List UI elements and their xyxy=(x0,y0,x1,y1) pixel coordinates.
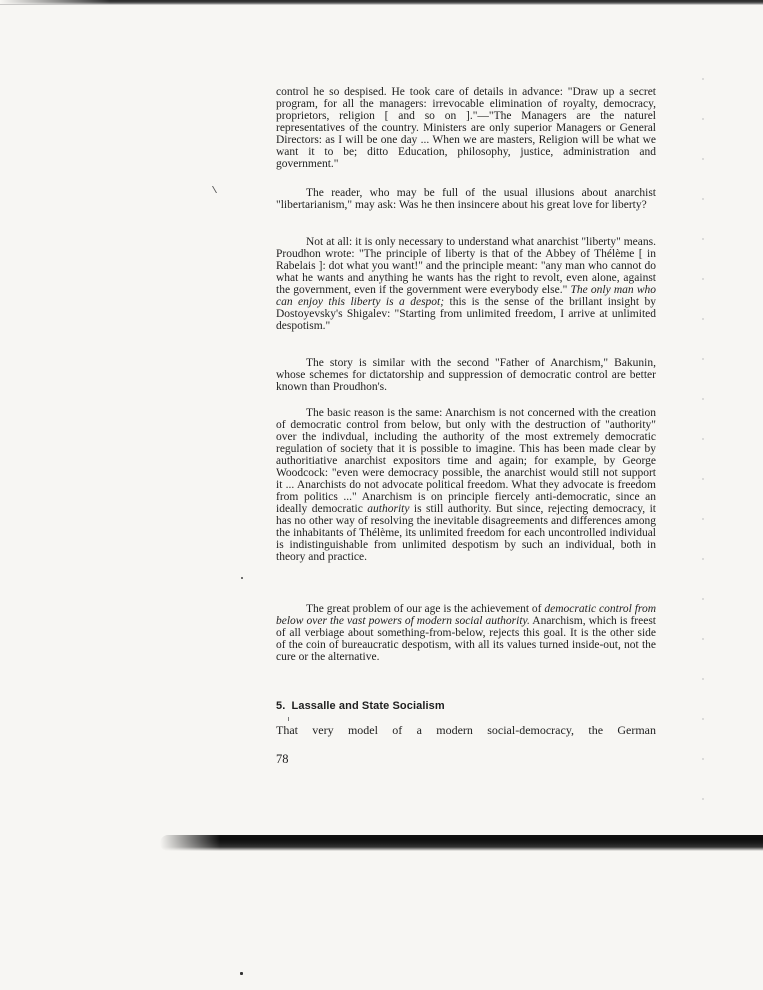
section-number: 5. xyxy=(276,700,286,712)
paragraph-block-4 xyxy=(276,357,656,393)
paragraph-text: this is the sense of the brillant insight by Dostoyevsky's Shigalev: "Starting from unlimited freedom, I arrive at unlimited despotism." xyxy=(276,296,656,332)
emphasis-text: The only man who can enjoy this liberty is a despot; xyxy=(276,284,656,308)
section-opening-line: That very model of a modern social-democracy, the German xyxy=(276,723,656,737)
paragraph-text: Anarchism, which is freest of all verbiage about something-from-below, rejects this goal. It is the other side of the coin of bureaucratic despotism, with all its values turned inside-out, not the cure or the alternative. xyxy=(276,615,656,663)
paragraph-block-5 xyxy=(276,407,656,563)
scan-top-edge xyxy=(0,0,763,5)
paragraph-text: The great problem of our age is the achievement of xyxy=(306,603,545,615)
paragraph: control he so despised. He took care of details in advance: "Draw up a secret program, for all the managers: irrevocable elimination of royalty, democracy, proprietors, religion [ and so on ]."—"The Managers are the naturel representatives of the country. Ministers are only superior Managers or General Directors: as I will be one day ... When we are masters, Religion will be what we want it to be; ditto Education, philosophy, justice, administration and government." xyxy=(276,86,656,170)
paragraph xyxy=(276,603,656,663)
scan-margin-specks xyxy=(702,40,704,800)
paragraph-text: The basic reason is the same: Anarchism is not concerned with the creation of democratic control from below, but only with the destruction of "authority" over the indivdual, including the authority of the most extremely democratic regulation of society that it is possible to imagine. This has been made clear by authoritiative anarchist expositors time and again; for example, by George Woodcock: "even were democracy possible, the anarchist would still not support it ... Anarchists do not advocate political freedom. What they advocate is freedom from politics ..." Anarchism is on principle fiercely anti-democratic, since an ideally democratic xyxy=(276,407,656,515)
page-number: 78 xyxy=(276,752,289,766)
paragraph-text: is still authority. But since, rejecting democracy, it has no other way of resolving the inevitable disagreements and differences among the inhabitants of Thélème, its unlimited freedom for each uncontrolled individual is indistinguishable from unlimited despotism by such an individual, both in theory and practice. xyxy=(276,503,656,563)
section-heading xyxy=(276,700,445,712)
paragraph-block-2 xyxy=(276,187,656,243)
paragraph xyxy=(276,407,656,563)
scan-bottom-fade xyxy=(160,833,220,851)
paragraph-block-1 xyxy=(276,86,656,188)
scan-bottom-edge xyxy=(160,835,763,851)
scan-speck xyxy=(240,972,243,975)
scan-speck xyxy=(212,186,221,193)
paragraph-block-3 xyxy=(276,236,656,332)
scan-speck xyxy=(288,717,291,721)
scan-top-fade xyxy=(0,0,110,4)
paragraph-block-6 xyxy=(276,603,656,663)
paragraph-text: Not at all: it is only necessary to understand what anarchist "liberty" means. Proudhon wrote: "The principle of liberty is that of the Abbey of Thélème [ in Rabelais ]: dot what you want!" and the principle meant: "any man who cannot do what he wants and anything he wants has the right to revolt, even alone, against the government, even if the government were everybody else." xyxy=(276,236,656,296)
section-title: Lassalle and State Socialism xyxy=(291,700,445,712)
emphasis-text: democratic control from below over the vast powers of modern social authority. xyxy=(276,603,656,627)
emphasis-text: authority xyxy=(367,503,410,515)
paragraph: The reader, who may be full of the usual illusions about anarchist "libertarianism," may ask: Was he then insincere about his great love for liberty? xyxy=(276,187,656,211)
paragraph: The story is similar with the second "Father of Anarchism," Bakunin, whose schemes for dictatorship and suppression of democratic control are better known than Proudhon's. xyxy=(276,357,656,393)
scan-speck xyxy=(241,577,243,579)
paragraph xyxy=(276,236,656,332)
